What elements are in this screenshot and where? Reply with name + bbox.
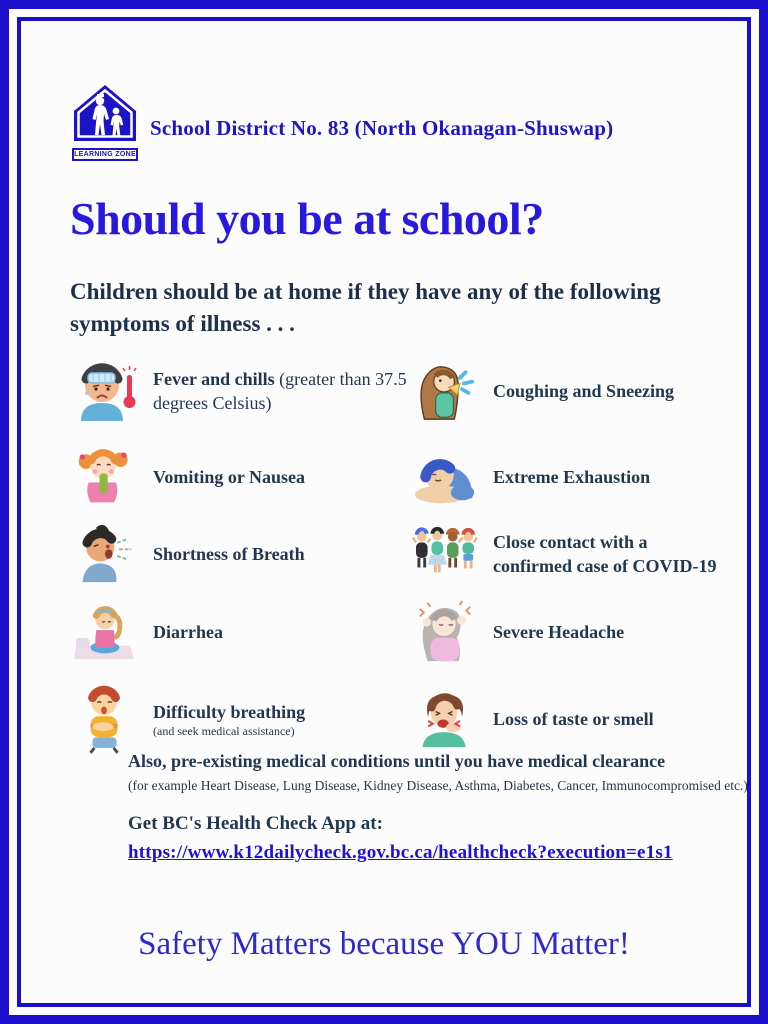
loss-of-taste-or-smell-icon <box>410 688 480 750</box>
symptom-label-bold: Severe Headache <box>493 621 625 642</box>
symptom-label-bold: Diarrhea <box>153 621 223 642</box>
symptom-label <box>493 465 650 489</box>
symptom-label <box>493 707 654 731</box>
app-label: Get BC's Health Check App at: <box>128 813 383 834</box>
symptom-item-coughing-sneezing <box>410 345 720 437</box>
symptom-item-exhaustion <box>410 437 720 517</box>
health-check-app-section <box>128 813 673 864</box>
symptom-label <box>153 465 305 489</box>
symptom-label-bold: Loss of taste or smell <box>493 708 654 729</box>
symptom-label <box>493 379 674 403</box>
symptom-item-headache <box>410 591 720 673</box>
district-title: School District No. 83 (North Okanagan-Shuswap) <box>150 116 614 140</box>
subtitle: Children should be at home if they have any of the following symptoms of illness . . . <box>70 279 661 336</box>
shortness-of-breath-icon <box>70 523 140 585</box>
learning-zone-sign-icon <box>73 84 137 142</box>
symptom-label <box>493 530 720 579</box>
page-title: Should you be at school? <box>70 193 544 244</box>
symptom-label <box>153 367 410 416</box>
extreme-exhaustion-icon <box>410 449 480 505</box>
coughing-sneezing-icon <box>410 360 480 422</box>
symptom-item-diarrhea <box>70 591 410 673</box>
medical-note-detail: (for example Heart Disease, Lung Disease, Kidney Disease, Asthma, Diabetes, Cancer, Immunocompromised etc.) <box>128 778 748 793</box>
diarrhea-icon <box>70 601 140 663</box>
symptom-label-bold: Extreme Exhaustion <box>493 466 651 487</box>
symptom-label <box>153 542 305 566</box>
vomiting-icon <box>70 447 140 507</box>
symptom-label <box>153 700 305 737</box>
logo-caption: LEARNING ZONE <box>72 148 138 161</box>
close-contact-icon <box>410 525 480 583</box>
symptom-item-shortness-of-breath <box>70 517 410 591</box>
symptom-label-bold: Shortness of Breath <box>153 543 305 564</box>
symptom-label-note: (and seek medical assistance) <box>153 723 295 738</box>
symptom-label-bold: Fever and chills <box>153 368 275 389</box>
symptom-item-vomiting <box>70 437 410 517</box>
symptom-label-detail: (greater than 37.5 degrees Celsius) <box>153 368 407 413</box>
symptom-label-bold: Close contact with a confirmed case of COVID-19 <box>493 531 717 576</box>
symptom-grid <box>70 345 720 765</box>
footer-slogan: Safety Matters because YOU Matter! <box>138 926 630 962</box>
symptom-label-bold: Coughing and Sneezing <box>493 380 675 401</box>
symptom-label <box>153 620 223 644</box>
health-check-link[interactable]: https://www.k12dailycheck.gov.bc.ca/healthcheck?execution=e1s1 <box>128 842 673 863</box>
difficulty-breathing-icon <box>70 684 140 754</box>
severe-headache-icon <box>410 599 480 665</box>
school-district-logo <box>72 84 138 161</box>
medical-note-bold: Also, pre-existing medical conditions until you have medical clearance <box>128 751 666 771</box>
symptom-label-bold: Difficulty breathing <box>153 702 306 723</box>
symptom-label-bold: Vomiting or Nausea <box>153 466 306 487</box>
medical-conditions-note <box>128 751 748 794</box>
symptom-item-close-contact <box>410 517 720 591</box>
symptom-item-fever <box>70 345 410 437</box>
fever-icon <box>70 359 140 423</box>
symptom-label <box>493 620 624 644</box>
